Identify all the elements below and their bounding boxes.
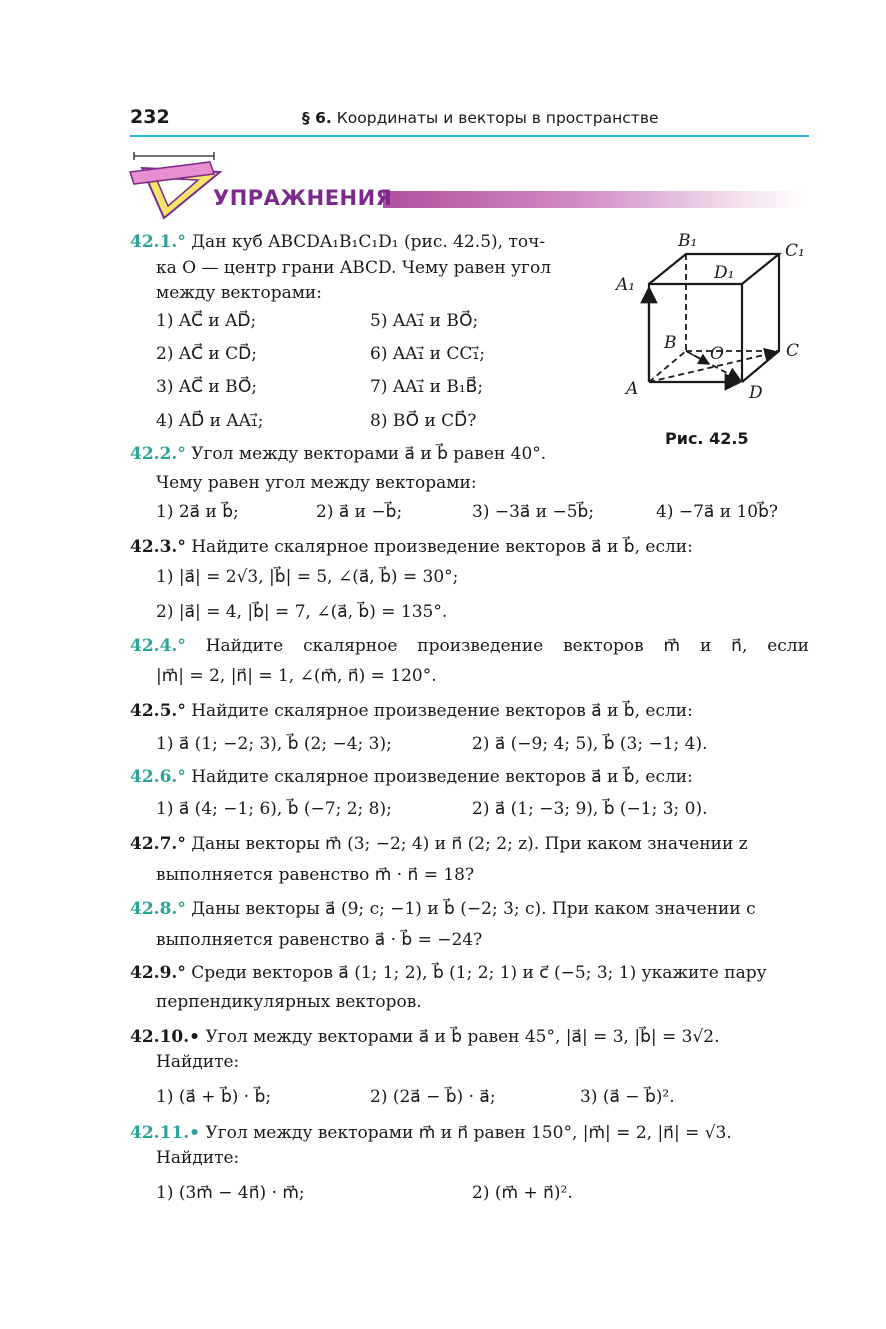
- problem-number: 42.9.°: [130, 963, 186, 983]
- problem-42-11-line-2: Найдите:: [156, 1148, 240, 1168]
- option: 1) a⃗ (4; −1; 6), b⃗ (−7; 2; 8);: [156, 799, 392, 819]
- problem-42-9-line-2: перпендикулярных векторов.: [156, 992, 422, 1012]
- problem-number: 42.8.°: [130, 899, 186, 919]
- word: n⃗,: [731, 636, 748, 656]
- problem-number: 42.3.°: [130, 537, 186, 557]
- problem-text: Даны векторы a⃗ (9; c; −1) и b⃗ (−2; 3; c). При каком значении c: [191, 899, 756, 919]
- option: 3) −3a⃗ и −5b⃗;: [472, 502, 595, 522]
- option: 1) a⃗ (1; −2; 3), b⃗ (2; −4; 3);: [156, 734, 392, 754]
- option: 2) AC⃗ и CD⃗;: [156, 344, 257, 364]
- label-d1: D₁: [714, 263, 735, 283]
- problem-42-7-line-2: выполняется равенство m⃗ · n⃗ = 18?: [156, 865, 475, 885]
- label-c: C: [786, 341, 800, 361]
- option: 8) BO⃗ и CD⃗?: [370, 411, 477, 431]
- problem-42-1-line-1: [130, 231, 545, 253]
- option: 5) AA₁⃗ и BO⃗;: [370, 311, 479, 331]
- problem-number: 42.10.•: [130, 1027, 201, 1047]
- word: векторов: [563, 636, 644, 656]
- label-d: D: [749, 383, 763, 403]
- option: 1) |a⃗| = 2√3, |b⃗| = 5, ∠(a⃗, b⃗) = 30°;: [156, 567, 459, 587]
- problem-42-8-line-2: выполняется равенство a⃗ · b⃗ = −24?: [156, 930, 483, 950]
- problem-42-10-line-1: [130, 1026, 720, 1048]
- option: 1) (3m⃗ − 4n⃗) · m⃗;: [156, 1183, 305, 1203]
- option: 2) a⃗ и −b⃗;: [316, 502, 403, 522]
- problem-number: 42.1.°: [130, 232, 186, 252]
- problem-42-4-line-1: [130, 635, 809, 657]
- option: 1) AC⃗ и AD⃗;: [156, 311, 257, 331]
- problem-42-8-line-1: [130, 898, 756, 920]
- option: 4) AD⃗ и AA₁⃗;: [156, 411, 264, 431]
- problem-42-4-line-2: |m⃗| = 2, |n⃗| = 1, ∠(m⃗, n⃗) = 120°.: [156, 666, 437, 686]
- problem-number: 42.2.°: [130, 444, 186, 464]
- problem-42-5-line-1: [130, 700, 693, 722]
- option: 2) (2a⃗ − b⃗) · a⃗;: [370, 1087, 496, 1107]
- problem-text: Найдите скалярное произведение векторов a⃗ и b⃗, если:: [191, 537, 693, 557]
- option: 3) AC⃗ и BO⃗;: [156, 377, 258, 397]
- problem-42-1-line-3: между векторами:: [156, 283, 322, 303]
- label-b1: B₁: [678, 231, 698, 251]
- problem-number: 42.5.°: [130, 701, 186, 721]
- exercises-title: УПРАЖНЕНИЯ: [213, 186, 393, 210]
- problem-text: Дан куб ABCDA₁B₁C₁D₁ (рис. 42.5), точ-: [191, 232, 546, 252]
- figure-caption: Рис. 42.5: [665, 429, 749, 448]
- problem-42-10-line-2: Найдите:: [156, 1052, 240, 1072]
- label-o: O: [710, 344, 724, 364]
- problem-text: Найдите скалярное произведение векторов a⃗ и b⃗, если:: [191, 767, 693, 787]
- page-number: 232: [130, 106, 170, 128]
- label-a: A: [626, 379, 639, 399]
- problem-text: Даны векторы m⃗ (3; −2; 4) и n⃗ (2; 2; z). При каком значении z: [191, 834, 748, 854]
- option: 3) (a⃗ − b⃗)².: [580, 1087, 675, 1107]
- option: 2) a⃗ (−9; 4; 5), b⃗ (3; −1; 4).: [472, 734, 708, 754]
- problem-42-2-line-1: [130, 443, 546, 465]
- problem-number: 42.11.•: [130, 1123, 201, 1143]
- set-square-ruler-icon: [128, 150, 226, 220]
- section-heading: [302, 109, 659, 127]
- word: произведение: [417, 636, 544, 656]
- problem-text: Найдите скалярное произведение векторов a⃗ и b⃗, если:: [191, 701, 693, 721]
- problem-text: Среди векторов a⃗ (1; 1; 2), b⃗ (1; 2; 1) и c⃗ (−5; 3; 1) укажите пару: [191, 963, 767, 983]
- problem-number: 42.7.°: [130, 834, 186, 854]
- word: Найдите: [205, 636, 284, 656]
- option: 2) a⃗ (1; −3; 9), b⃗ (−1; 3; 0).: [472, 799, 708, 819]
- section-title: Координаты и векторы в пространстве: [336, 109, 659, 127]
- problem-42-2-line-2: Чему равен угол между векторами:: [156, 473, 477, 493]
- section-number: § 6.: [302, 109, 332, 127]
- problem-text: Угол между векторами a⃗ и b⃗ равен 40°.: [191, 444, 547, 464]
- option: 1) (a⃗ + b⃗) · b⃗;: [156, 1087, 272, 1107]
- label-c1: C₁: [785, 241, 805, 261]
- problem-42-6-line-1: [130, 766, 693, 788]
- option: 1) 2a⃗ и b⃗;: [156, 502, 239, 522]
- problem-number: 42.6.°: [130, 767, 186, 787]
- word: если: [767, 636, 809, 656]
- word: скалярное: [303, 636, 398, 656]
- exercises-band: [383, 191, 809, 208]
- problem-42-7-line-1: [130, 833, 748, 855]
- problem-42-3-line-1: [130, 536, 693, 558]
- cube-figure: [612, 226, 812, 416]
- problem-42-11-line-1: [130, 1122, 732, 1144]
- header-rule: [130, 135, 809, 137]
- problem-text: Угол между векторами m⃗ и n⃗ равен 150°, |m⃗| = 2, |n⃗| = √3.: [205, 1123, 732, 1143]
- problem-42-9-line-1: [130, 962, 767, 984]
- option: 2) |a⃗| = 4, |b⃗| = 7, ∠(a⃗, b⃗) = 135°.: [156, 602, 448, 622]
- problem-42-1-line-2: ка O — центр грани ABCD. Чему равен угол: [156, 258, 551, 278]
- option: 4) −7a⃗ и 10b⃗?: [656, 502, 779, 522]
- word: и: [699, 636, 712, 656]
- label-b: B: [664, 333, 677, 353]
- option: 7) AA₁⃗ и B₁B⃗;: [370, 377, 484, 397]
- word: m⃗: [663, 636, 681, 656]
- option: 2) (m⃗ + n⃗)².: [472, 1183, 573, 1203]
- problem-number: 42.4.°: [130, 636, 186, 656]
- option: 6) AA₁⃗ и CC₁⃗;: [370, 344, 485, 364]
- problem-text: Угол между векторами a⃗ и b⃗ равен 45°, |a⃗| = 3, |b⃗| = 3√2.: [205, 1027, 720, 1047]
- label-a1: A₁: [616, 275, 636, 295]
